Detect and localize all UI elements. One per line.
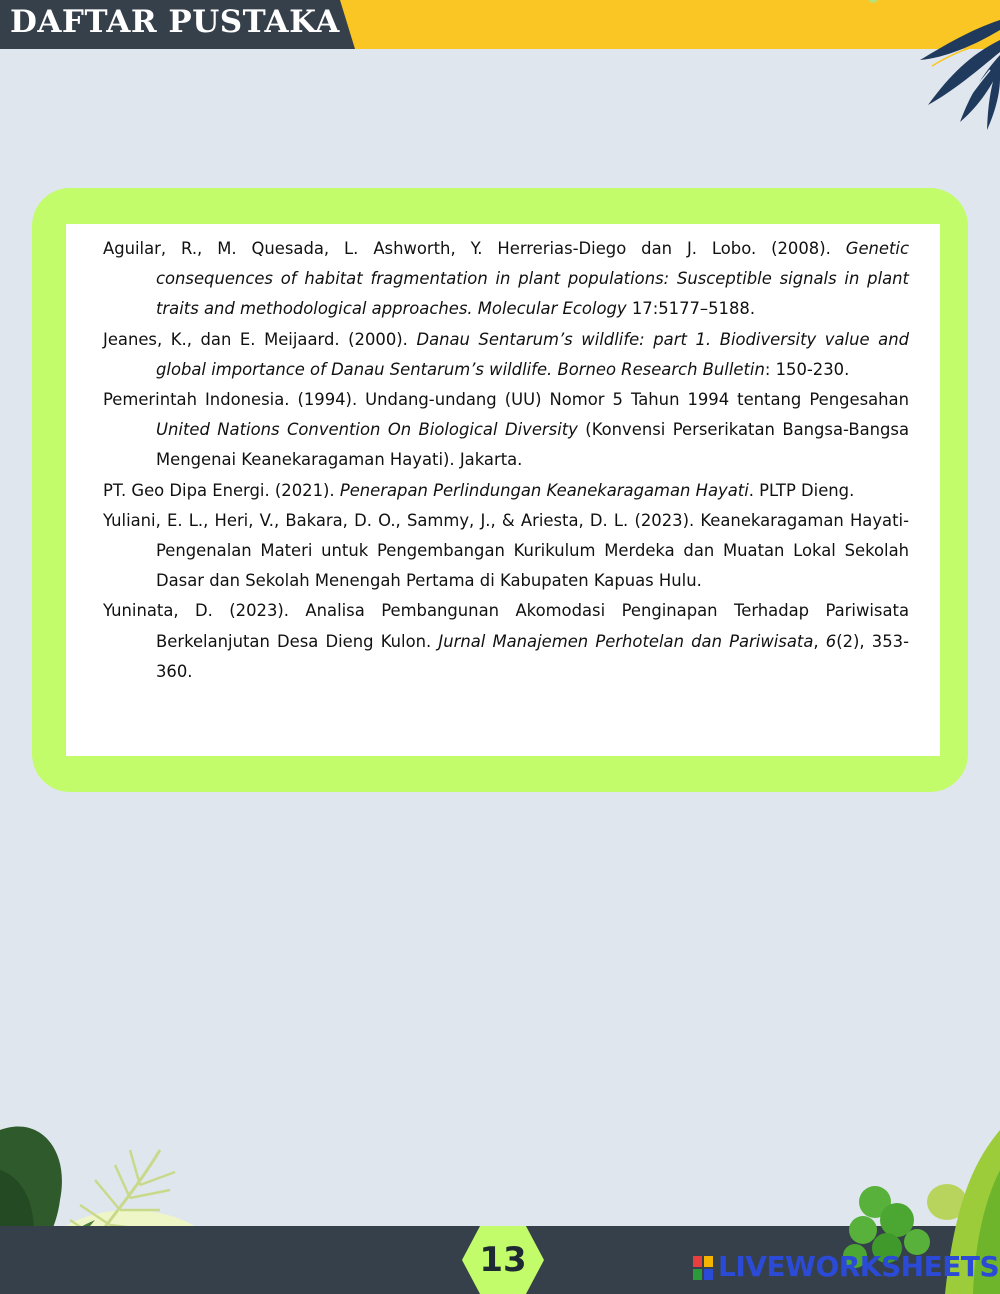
brand-name: LIVEWORKSHEETS bbox=[718, 1250, 1000, 1283]
reference-text: : 150-230. bbox=[764, 359, 850, 379]
reference-text: , bbox=[813, 631, 826, 651]
reference-italic-text: Penerapan Perlindungan Keanekaragaman Hayati bbox=[339, 480, 749, 500]
liveworksheets-logo-icon bbox=[693, 1256, 713, 1280]
reference-italic-text: Genetic consequences of habitat fragmentation in plant populations: Susceptible signals in plant traits and methodological approaches. Molecular Ecology bbox=[156, 239, 909, 319]
reference-list bbox=[103, 234, 909, 687]
reference-text: . PLTP Dieng. bbox=[748, 480, 855, 500]
reference-entry bbox=[103, 506, 909, 597]
palm-leaves-decoration bbox=[850, 0, 1000, 140]
reference-text: 17:5177–5188. bbox=[626, 299, 756, 319]
reference-italic-text: 6 bbox=[825, 631, 837, 651]
reference-text: Yuninata, D. (2023). Analisa Pembangunan Akomodasi Penginapan Terhadap Pariwisata Berkelanjutan Desa Dieng Kulon. bbox=[103, 601, 909, 651]
reference-text: (2), 353-360. bbox=[156, 631, 909, 681]
reference-text: (Konvensi Perserikatan Bangsa-Bangsa Mengenai Keanekaragaman Hayati). Jakarta. bbox=[156, 420, 909, 470]
reference-italic-text: Danau Sentarum’s wildlife: part 1. Biodiversity value and global importance of Danau Sentarum’s wildlife. Borneo Research Bulletin bbox=[156, 329, 909, 379]
reference-text: Aguilar, R., M. Quesada, L. Ashworth, Y. Herrerias-Diego dan J. Lobo. (2008). bbox=[103, 239, 846, 258]
reference-text: Jeanes, K., dan E. Meijaard. (2000). bbox=[103, 329, 417, 349]
reference-text: PT. Geo Dipa Energi. (2021). bbox=[103, 480, 340, 500]
reference-entry bbox=[103, 385, 909, 476]
reference-entry bbox=[103, 325, 909, 385]
reference-italic-text: United Nations Convention On Biological Diversity bbox=[156, 420, 578, 440]
reference-text: Pemerintah Indonesia. (1994). Undang-undang (UU) Nomor 5 Tahun 1994 tentang Pengesahan bbox=[103, 390, 909, 410]
reference-entry bbox=[103, 234, 909, 325]
page-title: DAFTAR PUSTAKA bbox=[10, 4, 340, 40]
reference-text: Yuliani, E. L., Heri, V., Bakara, D. O., Sammy, J., & Ariesta, D. L. (2023). Keanekaragaman Hayati-Pengenalan Materi untuk Pengembangan Kurikulum Merdeka dan Muatan Lokal Sekolah Dasar dan Sekolah Menengah Pertama di Kabupaten Kapuas Hulu. bbox=[103, 510, 909, 591]
reference-entry bbox=[103, 476, 909, 506]
reference-italic-text: Jurnal Manajemen Perhotelan dan Pariwisata bbox=[438, 631, 814, 651]
reference-entry bbox=[103, 596, 909, 687]
page-number: 13 bbox=[479, 1240, 527, 1280]
